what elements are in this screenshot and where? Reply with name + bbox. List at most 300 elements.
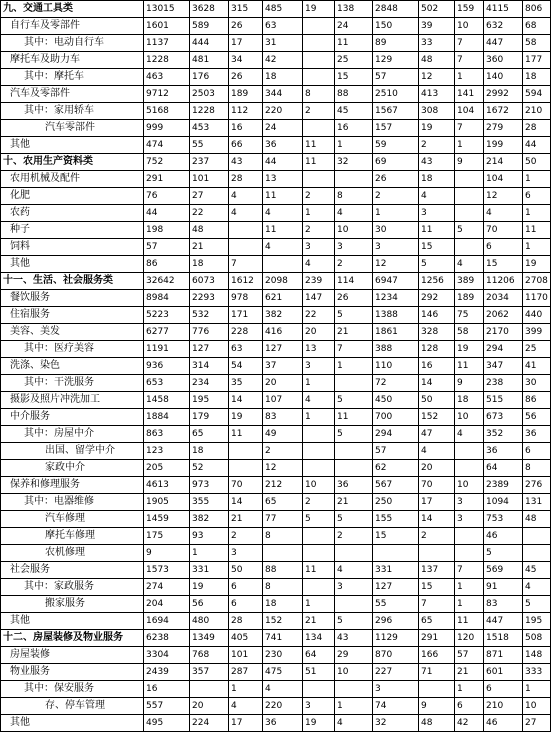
value-cell: 2992 — [484, 86, 523, 103]
value-cell: 198 — [144, 222, 190, 239]
value-cell — [335, 375, 373, 392]
value-cell — [263, 545, 303, 562]
value-cell: 21 — [303, 613, 335, 630]
value-cell: 5223 — [144, 307, 190, 324]
row-label: 自行车及零部件 — [1, 18, 144, 35]
value-cell: 8984 — [144, 290, 190, 307]
table-row — [1, 426, 551, 443]
table-row — [1, 545, 551, 562]
value-cell: 447 — [484, 613, 523, 630]
value-cell: 138 — [335, 1, 373, 18]
value-cell: 291 — [419, 630, 455, 647]
value-cell: 63 — [229, 341, 263, 358]
value-cell: 77 — [263, 511, 303, 528]
value-cell: 5 — [523, 596, 551, 613]
table-row — [1, 375, 551, 392]
value-cell: 16 — [229, 120, 263, 137]
value-cell: 56 — [523, 409, 551, 426]
table-row — [1, 715, 551, 732]
value-cell: 700 — [373, 409, 419, 426]
value-cell: 1 — [229, 681, 263, 698]
value-cell: 45 — [335, 103, 373, 120]
value-cell: 20 — [419, 460, 455, 477]
value-cell: 7 — [229, 256, 263, 273]
value-cell: 9712 — [144, 86, 190, 103]
table-row — [1, 647, 551, 664]
value-cell: 57 — [373, 69, 419, 86]
value-cell: 3 — [373, 239, 419, 256]
value-cell: 1 — [455, 69, 484, 86]
value-cell: 3 — [455, 511, 484, 528]
value-cell: 274 — [144, 579, 190, 596]
value-cell: 1 — [523, 171, 551, 188]
value-cell: 2062 — [484, 307, 523, 324]
value-cell: 2848 — [373, 1, 419, 18]
value-cell — [335, 681, 373, 698]
value-cell — [455, 205, 484, 222]
value-cell: 20 — [190, 698, 229, 715]
value-cell: 3 — [303, 358, 335, 375]
value-cell: 57 — [373, 443, 419, 460]
value-cell: 8 — [303, 86, 335, 103]
value-cell: 129 — [373, 52, 419, 69]
value-cell: 75 — [455, 307, 484, 324]
table-row — [1, 86, 551, 103]
value-cell: 22 — [303, 307, 335, 324]
value-cell: 20 — [303, 324, 335, 341]
value-cell: 15 — [484, 256, 523, 273]
value-cell: 57 — [455, 647, 484, 664]
value-cell: 107 — [263, 392, 303, 409]
value-cell: 15 — [335, 69, 373, 86]
table-row — [1, 477, 551, 494]
value-cell: 36 — [523, 426, 551, 443]
value-cell: 155 — [373, 511, 419, 528]
value-cell: 10 — [523, 698, 551, 715]
value-cell: 56 — [190, 596, 229, 613]
value-cell: 27 — [523, 715, 551, 732]
table-row — [1, 69, 551, 86]
value-cell: 1905 — [144, 494, 190, 511]
value-cell: 176 — [190, 69, 229, 86]
value-cell: 58 — [523, 35, 551, 52]
value-cell: 41 — [523, 358, 551, 375]
value-cell: 276 — [523, 477, 551, 494]
value-cell: 2708 — [523, 273, 551, 290]
value-cell: 47 — [419, 426, 455, 443]
value-cell: 4 — [229, 698, 263, 715]
value-cell: 601 — [484, 664, 523, 681]
value-cell: 450 — [373, 392, 419, 409]
value-cell: 8 — [263, 579, 303, 596]
value-cell: 5 — [303, 511, 335, 528]
value-cell: 159 — [455, 1, 484, 18]
value-cell: 14 — [419, 511, 455, 528]
row-label: 住宿服务 — [1, 307, 144, 324]
value-cell: 1 — [523, 205, 551, 222]
value-cell: 55 — [373, 596, 419, 613]
value-cell: 1388 — [373, 307, 419, 324]
value-cell: 21 — [335, 324, 373, 341]
row-label: 其他 — [1, 715, 144, 732]
value-cell: 123 — [144, 443, 190, 460]
value-cell: 1094 — [484, 494, 523, 511]
value-cell: 45 — [523, 562, 551, 579]
value-cell: 502 — [419, 1, 455, 18]
value-cell: 632 — [484, 18, 523, 35]
table-row — [1, 324, 551, 341]
value-cell: 189 — [455, 290, 484, 307]
value-cell: 3 — [335, 239, 373, 256]
value-cell: 382 — [263, 307, 303, 324]
value-cell: 66 — [229, 137, 263, 154]
value-cell: 355 — [190, 494, 229, 511]
value-cell: 447 — [484, 35, 523, 52]
value-cell: 16 — [144, 681, 190, 698]
table-row — [1, 103, 551, 120]
value-cell: 1228 — [144, 52, 190, 69]
value-cell: 557 — [144, 698, 190, 715]
value-cell: 19 — [419, 120, 455, 137]
row-label: 其中：保安服务 — [1, 681, 144, 698]
value-cell: 7 — [419, 596, 455, 613]
row-label: 其中：家用轿车 — [1, 103, 144, 120]
value-cell: 26 — [229, 69, 263, 86]
table-row — [1, 358, 551, 375]
row-label: 十一、生活、社会服务类 — [1, 273, 144, 290]
value-cell: 212 — [263, 477, 303, 494]
value-cell: 279 — [484, 120, 523, 137]
value-cell: 978 — [229, 290, 263, 307]
value-cell: 480 — [190, 613, 229, 630]
value-cell: 13 — [303, 341, 335, 358]
value-cell: 4 — [455, 426, 484, 443]
value-cell: 292 — [419, 290, 455, 307]
value-cell — [303, 528, 335, 545]
value-cell: 1 — [303, 596, 335, 613]
row-label: 农机修理 — [1, 545, 144, 562]
value-cell: 871 — [484, 647, 523, 664]
value-cell: 17 — [419, 494, 455, 511]
value-cell: 224 — [190, 715, 229, 732]
value-cell: 50 — [523, 154, 551, 171]
value-cell: 515 — [484, 392, 523, 409]
value-cell: 9 — [455, 375, 484, 392]
row-label: 饲料 — [1, 239, 144, 256]
value-cell: 1 — [455, 681, 484, 698]
value-cell: 17 — [229, 35, 263, 52]
row-label: 搬家服务 — [1, 596, 144, 613]
value-cell: 171 — [229, 307, 263, 324]
value-cell: 5 — [335, 307, 373, 324]
value-cell: 6 — [523, 443, 551, 460]
value-cell: 973 — [190, 477, 229, 494]
value-cell: 52 — [190, 460, 229, 477]
value-cell: 360 — [484, 52, 523, 69]
value-cell: 152 — [419, 409, 455, 426]
row-label: 农药 — [1, 205, 144, 222]
table-row — [1, 630, 551, 647]
table-row — [1, 409, 551, 426]
value-cell: 204 — [144, 596, 190, 613]
value-cell: 150 — [373, 18, 419, 35]
value-cell: 69 — [373, 154, 419, 171]
value-cell: 11 — [303, 137, 335, 154]
value-cell: 1256 — [419, 273, 455, 290]
value-cell: 127 — [373, 579, 419, 596]
value-cell — [455, 528, 484, 545]
value-cell: 16 — [335, 120, 373, 137]
value-cell: 413 — [419, 86, 455, 103]
value-cell: 10 — [335, 222, 373, 239]
value-cell: 328 — [419, 324, 455, 341]
value-cell: 12 — [419, 69, 455, 86]
value-cell: 4 — [419, 443, 455, 460]
value-cell: 6 — [484, 239, 523, 256]
row-label: 出国、留学中介 — [1, 443, 144, 460]
value-cell: 21 — [455, 664, 484, 681]
value-cell: 57 — [144, 239, 190, 256]
value-cell — [303, 35, 335, 52]
value-cell: 36 — [484, 443, 523, 460]
row-label: 摩托车修理 — [1, 528, 144, 545]
value-cell: 6 — [229, 579, 263, 596]
value-cell: 227 — [373, 664, 419, 681]
value-cell: 37 — [263, 358, 303, 375]
row-label: 其他 — [1, 137, 144, 154]
value-cell: 110 — [373, 358, 419, 375]
value-cell: 44 — [144, 205, 190, 222]
value-cell: 6 — [484, 681, 523, 698]
value-cell: 5 — [455, 222, 484, 239]
value-cell: 88 — [263, 562, 303, 579]
value-cell: 1129 — [373, 630, 419, 647]
value-cell: 18 — [263, 596, 303, 613]
value-cell: 4 — [484, 205, 523, 222]
value-cell: 58 — [455, 324, 484, 341]
value-cell: 65 — [419, 613, 455, 630]
value-cell: 91 — [484, 579, 523, 596]
value-cell: 152 — [263, 613, 303, 630]
value-cell: 114 — [335, 273, 373, 290]
row-label: 汽车零部件 — [1, 120, 144, 137]
value-cell: 474 — [144, 137, 190, 154]
value-cell: 43 — [419, 154, 455, 171]
value-cell: 3 — [303, 239, 335, 256]
value-cell: 21 — [229, 511, 263, 528]
table-row — [1, 256, 551, 273]
value-cell — [335, 171, 373, 188]
value-cell: 16 — [419, 358, 455, 375]
value-cell: 357 — [190, 664, 229, 681]
value-cell: 2034 — [484, 290, 523, 307]
value-cell: 5 — [419, 256, 455, 273]
value-cell: 3628 — [190, 1, 229, 18]
value-cell: 140 — [484, 69, 523, 86]
value-cell: 3 — [303, 698, 335, 715]
value-cell: 21 — [190, 239, 229, 256]
row-label: 汽车修理 — [1, 511, 144, 528]
row-label: 其中：电动自行车 — [1, 35, 144, 52]
value-cell: 4 — [303, 392, 335, 409]
value-cell: 315 — [229, 1, 263, 18]
row-label: 餐饮服务 — [1, 290, 144, 307]
value-cell: 46 — [484, 715, 523, 732]
value-cell: 35 — [229, 375, 263, 392]
value-cell: 481 — [190, 52, 229, 69]
value-cell: 44 — [263, 154, 303, 171]
value-cell: 440 — [523, 307, 551, 324]
value-cell: 1861 — [373, 324, 419, 341]
table-row — [1, 392, 551, 409]
value-cell: 11 — [335, 409, 373, 426]
value-cell: 405 — [229, 630, 263, 647]
value-cell: 1458 — [144, 392, 190, 409]
value-cell: 4 — [229, 205, 263, 222]
value-cell — [455, 239, 484, 256]
table-row — [1, 188, 551, 205]
value-cell: 1 — [523, 681, 551, 698]
value-cell: 3 — [229, 545, 263, 562]
value-cell: 1228 — [190, 103, 229, 120]
value-cell: 86 — [523, 392, 551, 409]
value-cell: 18 — [190, 443, 229, 460]
value-cell — [455, 545, 484, 562]
value-cell: 19 — [190, 579, 229, 596]
value-cell: 175 — [144, 528, 190, 545]
value-cell: 741 — [263, 630, 303, 647]
table-row — [1, 52, 551, 69]
value-cell: 31 — [263, 35, 303, 52]
value-cell: 48 — [419, 52, 455, 69]
value-cell — [419, 681, 455, 698]
value-cell: 42 — [455, 715, 484, 732]
row-label: 摄影及照片冲洗加工 — [1, 392, 144, 409]
value-cell: 43 — [229, 154, 263, 171]
value-cell: 7 — [455, 562, 484, 579]
value-cell: 86 — [144, 256, 190, 273]
row-label: 其中：房屋中介 — [1, 426, 144, 443]
value-cell: 18 — [455, 392, 484, 409]
value-cell — [303, 171, 335, 188]
value-cell: 768 — [190, 647, 229, 664]
value-cell: 70 — [419, 477, 455, 494]
value-cell: 234 — [190, 375, 229, 392]
value-cell: 870 — [373, 647, 419, 664]
row-label: 种子 — [1, 222, 144, 239]
value-cell: 11 — [335, 35, 373, 52]
value-cell: 8 — [263, 528, 303, 545]
value-cell: 48 — [190, 222, 229, 239]
value-cell: 44 — [523, 137, 551, 154]
value-cell — [303, 545, 335, 562]
table-row — [1, 171, 551, 188]
value-cell: 1612 — [229, 273, 263, 290]
value-cell: 1 — [303, 205, 335, 222]
value-cell: 36 — [263, 137, 303, 154]
value-cell: 11 — [303, 154, 335, 171]
value-cell: 508 — [523, 630, 551, 647]
value-cell: 9 — [144, 545, 190, 562]
value-cell: 210 — [484, 698, 523, 715]
value-cell: 195 — [190, 392, 229, 409]
value-cell: 776 — [190, 324, 229, 341]
value-cell: 15 — [373, 528, 419, 545]
value-cell: 89 — [373, 35, 419, 52]
value-cell: 296 — [373, 613, 419, 630]
value-cell — [455, 188, 484, 205]
value-cell: 7 — [455, 120, 484, 137]
table-row — [1, 154, 551, 171]
value-cell: 43 — [335, 630, 373, 647]
value-cell: 2098 — [263, 273, 303, 290]
value-cell: 4 — [455, 256, 484, 273]
value-cell — [523, 545, 551, 562]
value-cell: 250 — [373, 494, 419, 511]
value-cell: 195 — [523, 613, 551, 630]
value-cell: 48 — [523, 511, 551, 528]
value-cell: 11206 — [484, 273, 523, 290]
value-cell: 12 — [484, 188, 523, 205]
value-cell: 287 — [229, 664, 263, 681]
value-cell: 3 — [373, 681, 419, 698]
value-cell — [229, 460, 263, 477]
row-label: 其中：电器维修 — [1, 494, 144, 511]
value-cell: 24 — [335, 18, 373, 35]
value-cell — [335, 443, 373, 460]
value-cell: 10 — [455, 409, 484, 426]
value-cell: 1 — [523, 239, 551, 256]
value-cell: 36 — [335, 477, 373, 494]
value-cell: 76 — [144, 188, 190, 205]
value-cell: 101 — [229, 647, 263, 664]
value-cell — [335, 545, 373, 562]
value-cell: 1170 — [523, 290, 551, 307]
value-cell: 10 — [335, 664, 373, 681]
value-cell: 93 — [190, 528, 229, 545]
value-cell: 83 — [263, 409, 303, 426]
table-row — [1, 613, 551, 630]
value-cell: 416 — [263, 324, 303, 341]
value-cell: 382 — [190, 511, 229, 528]
value-cell: 24 — [263, 120, 303, 137]
value-cell: 48 — [419, 715, 455, 732]
value-cell: 63 — [263, 18, 303, 35]
value-cell — [523, 528, 551, 545]
table-row — [1, 222, 551, 239]
value-cell: 2293 — [190, 290, 229, 307]
value-cell: 4 — [263, 239, 303, 256]
value-cell — [455, 460, 484, 477]
value-cell — [229, 443, 263, 460]
value-cell: 444 — [190, 35, 229, 52]
value-cell: 4115 — [484, 1, 523, 18]
value-cell: 70 — [484, 222, 523, 239]
row-label: 农用机械及配件 — [1, 171, 144, 188]
value-cell: 14 — [229, 494, 263, 511]
value-cell: 189 — [229, 86, 263, 103]
row-label: 化肥 — [1, 188, 144, 205]
value-cell: 120 — [455, 630, 484, 647]
value-cell: 1 — [335, 358, 373, 375]
value-cell: 399 — [523, 324, 551, 341]
value-cell: 2 — [303, 222, 335, 239]
value-cell: 28 — [523, 120, 551, 137]
value-cell: 220 — [263, 103, 303, 120]
value-cell: 15 — [419, 239, 455, 256]
value-cell: 50 — [419, 392, 455, 409]
table-row — [1, 681, 551, 698]
